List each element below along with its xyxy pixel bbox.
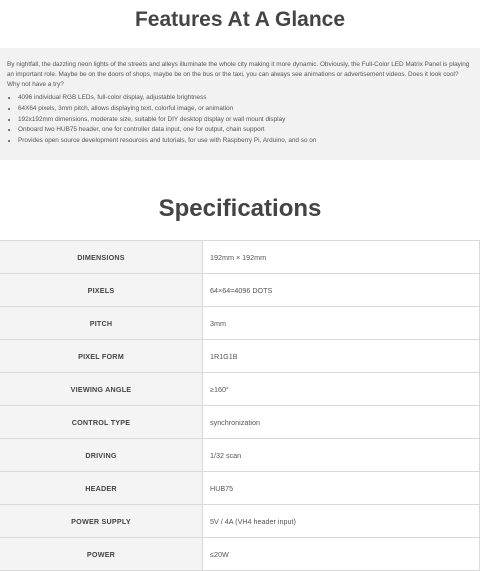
spec-key: DIMENSIONS [0,241,203,274]
table-row [0,505,480,538]
spec-key: PIXEL FORM [0,340,203,373]
spec-value: 1R1G1B [203,340,480,373]
spec-value: ≥160° [203,373,480,406]
table-row [0,340,480,373]
feature-item: • Provides open source development resources and tutorials, for use with Raspberry Pi, Arduino, and so on [18,136,472,147]
table-row [0,241,480,274]
spec-value: 3mm [203,307,480,340]
feature-item: • 4096 individual RGB LEDs, full-color display, adjustable brightness [18,93,472,104]
spec-key: HEADER [0,472,203,505]
features-section [0,48,480,160]
specifications-table [0,240,480,571]
spec-value: 1/32 scan [203,439,480,472]
table-row [0,439,480,472]
spec-value: 64×64=4096 DOTS [203,274,480,307]
spec-value: 192mm × 192mm [203,241,480,274]
table-row [0,274,480,307]
feature-item: • 64X64 pixels, 3mm pitch, allows displaying text, colorful image, or animation [18,104,472,115]
table-row [0,307,480,340]
spec-key: POWER [0,538,203,571]
spec-key: PIXELS [0,274,203,307]
table-row [0,472,480,505]
feature-item: • Onboard two HUB75 header, one for controller data input, one for output, chain support [18,125,472,136]
features-title: Features At A Glance [134,8,346,31]
features-intro: By nightfall, the dazzling neon lights of the streets and alleys illuminate the whole city making it more dynamic. Obviously, the Full-Color LED Matrix Panel is playing an important role. Maybe be on the doors of shops, maybe be on the bus or the taxi, you can always see animations or advertisement videos. Does it look cool? Why not have a try? [7,61,470,88]
spec-value: 5V / 4A (VH4 header input) [203,505,480,538]
spec-value: ≤20W [203,538,480,571]
table-row [0,406,480,439]
features-list [7,93,472,147]
spec-key: POWER SUPPLY [0,505,203,538]
spec-key: CONTROL TYPE [0,406,203,439]
spec-value: synchronization [203,406,480,439]
table-row [0,538,480,571]
spec-value: HUB75 [203,472,480,505]
spec-key: PITCH [0,307,203,340]
table-row [0,373,480,406]
spec-key: VIEWING ANGLE [0,373,203,406]
specifications-title: Specifications [158,195,322,222]
feature-item: • 192x192mm dimensions, moderate size, suitable for DIY desktop display or wall mount display [18,115,472,126]
spec-key: DRIVING [0,439,203,472]
